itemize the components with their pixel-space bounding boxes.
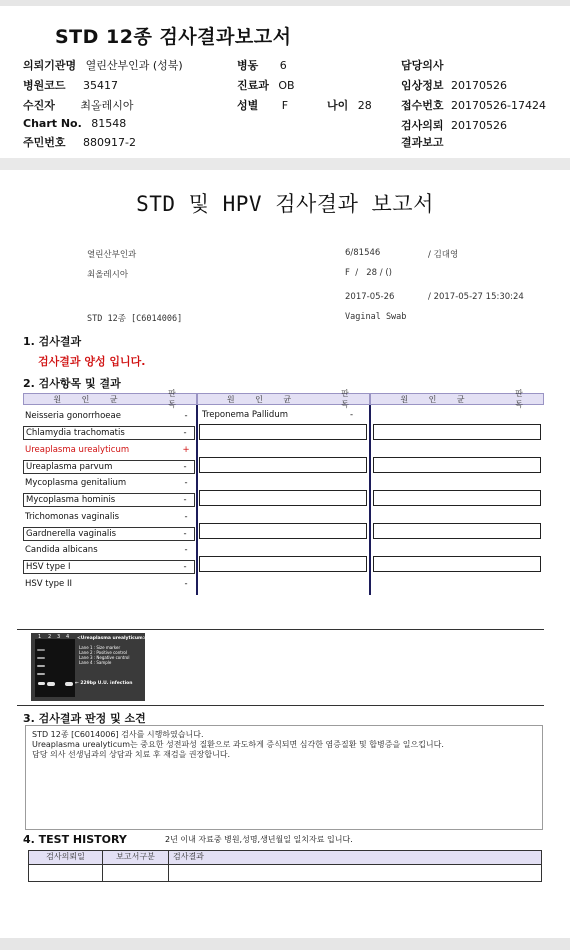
age-label: 나이 (327, 99, 349, 112)
col-header-judge: 판 독 (168, 389, 184, 409)
section4-title: 4. TEST HISTORY (23, 833, 127, 846)
page-bottom-edge (0, 938, 570, 950)
empty-result-box (199, 424, 367, 440)
organism-row (23, 426, 195, 440)
organism-row (23, 476, 195, 490)
col-header-organism: 원 인 균 (53, 394, 127, 404)
lane-number: 3 (57, 634, 61, 640)
info-date-reported: / 2017-05-27 15:30:24 (428, 292, 524, 302)
history-table (28, 850, 542, 882)
hospital-code-value: 35417 (83, 79, 119, 92)
organism-result: - (184, 411, 188, 421)
organism-name: Ureaplasma parvum (26, 462, 113, 472)
organism-result: - (183, 562, 187, 572)
clinical-value: 20170526 (451, 79, 508, 92)
gel-legend-line: Lane 3 : Negative control (79, 655, 130, 660)
test-request-value: 20170526 (451, 119, 508, 132)
organism-name: HSV type I (26, 562, 71, 572)
ladder-band (37, 649, 45, 651)
result-report-label: 결과보고 (401, 136, 444, 149)
empty-result-box (373, 457, 541, 473)
gel-title: <Ureaplasma urealyticum> (77, 636, 147, 641)
reception-row (401, 97, 546, 113)
column-divider (369, 405, 371, 595)
organism-name: Chlamydia trachomatis (26, 428, 125, 438)
empty-result-box (199, 556, 367, 572)
section2-title: 2. 검사항목 및 결과 (23, 377, 121, 390)
gel-legend-line: Lane 2 : Positive control (79, 650, 127, 655)
age-row (327, 97, 372, 113)
chart-label: Chart No. (23, 117, 82, 130)
organism-result: - (184, 512, 188, 522)
clinical-row (401, 77, 507, 93)
test-request-row (401, 117, 507, 133)
history-cell (29, 865, 103, 881)
main-title: STD 및 HPV 검사결과 보고서 (136, 192, 434, 216)
organism-name: Trichomonas vaginalis (25, 512, 120, 522)
gel-legend-line: Lane 4 : Sample (79, 660, 112, 665)
institution-label: 의뢰기관명 (23, 59, 77, 72)
organism-row-positive (23, 443, 195, 457)
sex-row (237, 97, 288, 113)
ward-value: 6 (279, 59, 287, 72)
organism-result: - (183, 462, 187, 472)
history-cell (103, 865, 169, 881)
empty-result-box (373, 556, 541, 572)
history-empty-row (29, 865, 541, 881)
history-cell (169, 865, 541, 881)
organism-row (23, 577, 195, 591)
organism-name: Ureaplasma urealyticum (25, 445, 130, 455)
history-note: 2년 이내 자료중 병원,성명,생년월일 일치자료 입니다. (165, 835, 353, 844)
col-header-organism: 원 인 균 (226, 394, 301, 404)
institution-row (23, 57, 183, 73)
gel-band-label: ← 229bp U.U. infection (75, 681, 133, 686)
info-patient: 최올레시아 (87, 270, 129, 280)
organism-result: - (184, 545, 188, 555)
dept-row (237, 77, 295, 93)
organism-name: Gardnerella vaginalis (26, 529, 117, 539)
gel-legend-line: Lane 1 : Size marker (79, 645, 121, 650)
organism-row (23, 409, 195, 423)
clinical-label: 임상정보 (401, 79, 444, 92)
lane-number: 1 (38, 634, 42, 640)
page-separator (0, 158, 570, 170)
test-request-label: 검사의뢰 (401, 119, 444, 132)
organism-name: Mycoplasma genitalium (25, 478, 127, 488)
patient-value: 최올레시아 (80, 99, 134, 112)
dept-label: 진료과 (237, 79, 269, 92)
column-divider (196, 405, 198, 595)
info-test: STD 12종 [C6014006] (87, 314, 183, 324)
ladder-band (37, 665, 45, 667)
divider-line (17, 705, 544, 706)
dept-value: OB (278, 79, 295, 92)
organism-row (23, 460, 195, 474)
organism-row (23, 527, 195, 541)
reception-value: 20170526-17424 (451, 99, 546, 112)
opinion-line: 담당 의사 선생님과의 상담과 치료 후 재검을 권장합니다. (32, 750, 231, 759)
empty-result-box (373, 490, 541, 506)
hospital-code-label: 병원코드 (23, 79, 66, 92)
info-hospital: 열린산부인과 (87, 250, 137, 260)
empty-result-box (373, 523, 541, 539)
organism-result: + (182, 445, 190, 455)
rrn-label: 주민번호 (23, 136, 66, 149)
opinion-line: Ureaplasma urealyticum는 중요한 성전파성 질환으로 과도하게 증식되면 심각한 염증질환 및 합병증을 일으킵니다. (32, 740, 444, 749)
ladder-band (37, 657, 45, 659)
info-sex-age: F / 28 / () (345, 268, 392, 278)
institution-value: 열린산부인과 (성북) (85, 59, 183, 72)
history-header-row (29, 851, 541, 865)
organism-name: Mycoplasma hominis (26, 495, 116, 505)
empty-result-box (373, 424, 541, 440)
info-date-collected: 2017-05-26 (345, 292, 395, 302)
history-col-date: 검사의뢰일 (29, 851, 103, 864)
chart-row (23, 117, 126, 130)
patient-label: 수진자 (23, 99, 55, 112)
info-specimen: Vaginal Swab (345, 312, 407, 322)
organism-name: Treponema Pallidum (202, 410, 288, 420)
sample-band (65, 682, 73, 686)
col-header-1 (23, 389, 197, 409)
col-header-judge: 판 독 (515, 389, 531, 409)
info-doctor: / 김대영 (428, 250, 459, 260)
empty-result-box (199, 490, 367, 506)
section1-title: 1. 검사결과 (23, 335, 82, 348)
organism-row (23, 510, 195, 524)
history-col-result: 검사결과 (173, 852, 204, 861)
organism-result: - (183, 428, 187, 438)
col-header-2 (197, 389, 370, 409)
lane-number: 2 (48, 634, 52, 640)
organism-row (23, 493, 195, 507)
rrn-row (23, 134, 136, 150)
organism-result: - (183, 495, 187, 505)
age-value: 28 (357, 99, 372, 112)
organism-name: Candida albicans (25, 545, 98, 555)
section3-title: 3. 검사결과 판정 및 소견 (23, 712, 146, 725)
organism-row (23, 560, 195, 574)
page-top-edge (0, 0, 570, 6)
gel-electrophoresis-image (31, 633, 145, 701)
ladder-band (37, 673, 45, 675)
result-positive-text: 검사결과 양성 입니다. (38, 355, 146, 368)
col-header-3 (370, 389, 544, 409)
patient-row (23, 97, 134, 113)
doctor-row (401, 57, 444, 73)
organism-name: Neisseria gonorrhoeae (25, 411, 121, 421)
organism-result: - (183, 529, 187, 539)
organism-row (23, 543, 195, 557)
col-header-organism: 원 인 균 (400, 394, 474, 404)
divider-line (17, 629, 544, 630)
hospital-code-row (23, 77, 118, 93)
history-col-type: 보고서구분 (103, 851, 169, 864)
info-chart-doctor: 6/81546 (345, 248, 381, 258)
sex-label: 성별 (237, 99, 259, 112)
ward-label: 병동 (237, 59, 259, 72)
organism-result: - (184, 478, 188, 488)
doctor-label: 담당의사 (401, 59, 444, 72)
organism-result: - (350, 410, 354, 420)
organism-name: HSV type II (25, 579, 73, 589)
opinion-line: STD 12종 [C6014006] 검사를 시행하였습니다. (32, 730, 204, 739)
report-title: STD 12종 검사결과보고서 (55, 26, 292, 48)
empty-result-box (199, 523, 367, 539)
ladder-band (38, 682, 45, 685)
rrn-value: 880917-2 (83, 136, 136, 149)
reception-label: 접수번호 (401, 99, 444, 112)
opinion-box (25, 725, 543, 830)
organism-result: - (184, 579, 188, 589)
lane-number: 4 (66, 634, 70, 640)
col-header-judge: 판 독 (341, 389, 357, 409)
ward-row (237, 57, 287, 73)
sex-value: F (281, 99, 289, 112)
gel-lanes (35, 639, 75, 697)
result-report-row (401, 134, 444, 150)
chart-value: 81548 (91, 117, 127, 130)
sample-band (47, 682, 55, 686)
empty-result-box (199, 457, 367, 473)
